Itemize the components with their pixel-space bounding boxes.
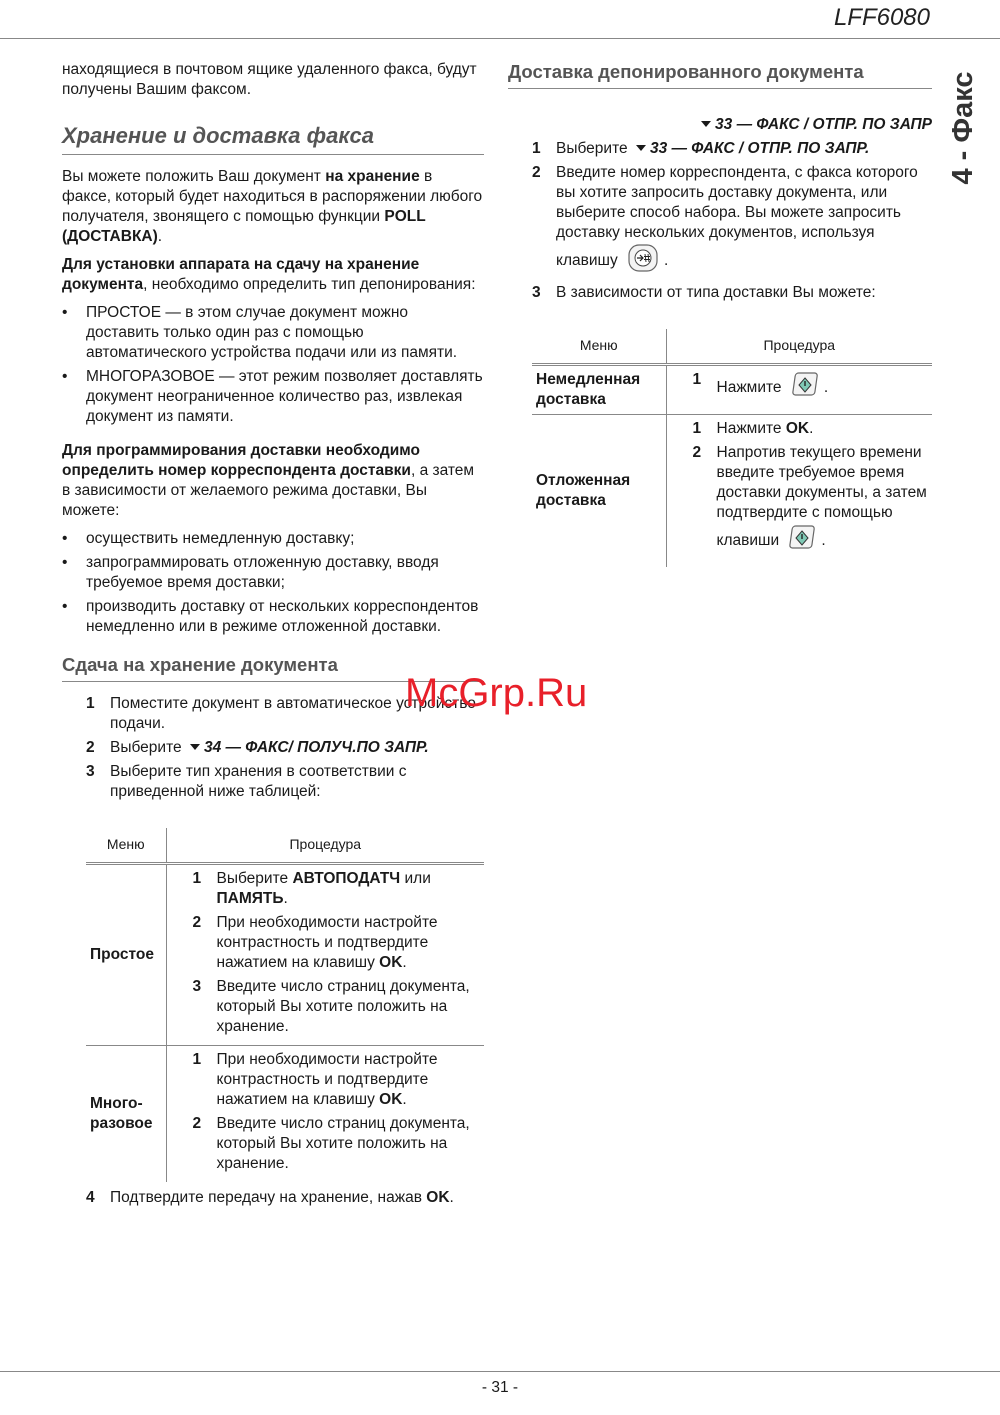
table-header-procedure: Процедура xyxy=(166,828,484,864)
table-header-menu: Меню xyxy=(86,828,166,864)
down-arrow-icon xyxy=(190,744,200,750)
delivery-steps xyxy=(532,139,932,303)
proc-step: 2 Напротив текущего времени введите требуемое время доставки документы, а затем подтвердите с помощью клавиши . xyxy=(691,443,929,559)
header-model: LFF6080 xyxy=(833,4,930,31)
section-title-deposit: Сдача на хранение документа xyxy=(62,653,484,682)
section-title-delivery: Доставка депонированного документа xyxy=(508,60,932,89)
table-header-procedure: Процедура xyxy=(666,329,932,365)
step-item: 1 Поместите документ в автоматическое устройство подачи. xyxy=(86,695,476,732)
storage-paragraph: Вы можете положить Ваш документ на хранение в факсе, который будет находиться в распоряжении любого получателя, звонящего с помощью функции POLL (ДОСТАВКА). xyxy=(62,168,483,245)
menu-simple: Простое xyxy=(86,864,166,1046)
menu-path-line: 33 — ФАКС / ОТПР. ПО ЗАПР xyxy=(508,115,932,135)
proc-step: 1 Нажмите OK. xyxy=(692,420,814,437)
footer-rule xyxy=(0,1371,1000,1372)
start-key-icon xyxy=(787,523,817,559)
step-item: 1 Выберите 33 — ФАКС / ОТПР. ПО ЗАПР. xyxy=(532,140,870,157)
chapter-tab xyxy=(935,66,991,190)
deposit-table xyxy=(86,828,484,1182)
start-key-icon xyxy=(790,370,820,406)
table-row xyxy=(86,1046,484,1183)
step-item: 2 Выберите 34 — ФАКС/ ПОЛУЧ.ПО ЗАПР. xyxy=(86,739,429,756)
list-item: • производить доставку от нескольких корреспондентов немедленно или в режиме отложенной доставки. xyxy=(62,597,484,637)
list-item: • МНОГОРАЗОВОЕ — этот режим позволяет доставлять документ неограниченное количество раз, извлекая документ из памяти. xyxy=(62,367,484,427)
step-item: 3 Выберите тип хранения в соответствии с приведенной ниже таблицей: xyxy=(86,763,407,800)
down-arrow-icon xyxy=(701,121,711,127)
menu-multiple: Много-разовое xyxy=(86,1046,166,1183)
step-item: 3 В зависимости от типа доставки Вы можете: xyxy=(532,284,876,301)
delivery-table xyxy=(532,329,932,567)
proc-step: 1 Нажмите . xyxy=(691,370,929,406)
left-column xyxy=(62,60,484,1212)
page-number: - 31 - xyxy=(481,1379,519,1396)
table-row xyxy=(532,415,932,568)
multi-address-key-icon xyxy=(626,243,660,279)
deposit-steps-final xyxy=(86,1188,484,1208)
list-item: • ПРОСТОЕ — в этом случае документ можно доставить только один раз с помощью автоматического устройства подачи или из памяти. xyxy=(62,303,484,363)
proc-step: 2 При необходимости настройте контрастность и подтвердите нажатием на клавишу OK. xyxy=(192,914,438,971)
proc-step: 1 При необходимости настройте контрастность и подтвердите нажатием на клавишу OK. xyxy=(192,1051,438,1108)
menu-immediate: Немедленная доставка xyxy=(532,365,666,415)
header-rule xyxy=(0,38,1000,39)
proc-step: 3 Введите число страниц документа, который Вы хотите положить на хранение. xyxy=(192,978,470,1035)
down-arrow-icon xyxy=(636,145,646,151)
chapter-tab-label: 4 - Факс xyxy=(947,71,979,185)
list-item: • осуществить немедленную доставку; xyxy=(62,529,484,549)
list-item: • запрограммировать отложенную доставку, вводя требуемое время доставки; xyxy=(62,553,484,593)
deposit-type-list xyxy=(62,303,484,427)
table-row xyxy=(532,365,932,415)
section-title-storage: Хранение и доставка факса xyxy=(62,122,484,155)
proc-step: 2 Введите число страниц документа, который Вы хотите положить на хранение. xyxy=(192,1115,470,1172)
delivery-options-list xyxy=(62,529,484,637)
delivery-table-wrap xyxy=(532,329,932,567)
watermark: McGrp.Ru xyxy=(405,671,588,715)
table-row xyxy=(86,864,484,1046)
program-paragraph: Для программирования доставки необходимо определить номер корреспондента доставки, а затем в зависимости от желаемого режима доставки, Вы можете: xyxy=(62,442,475,519)
menu-delayed: Отложенная доставка xyxy=(532,415,666,568)
deposit-table-wrap xyxy=(86,828,484,1182)
proc-step: 1 Выберите АВТОПОДАТЧ или ПАМЯТЬ. xyxy=(192,870,431,907)
step-item: 2 Введите номер корреспондента, с факса которого вы хотите запросить доставку документа, или выберите способ набора. Вы можете запросить доставку нескольких документов, используя клавишу . xyxy=(532,163,932,279)
setup-paragraph: Для установки аппарата на сдачу на хранение документа, необходимо определить тип депонирования: xyxy=(62,256,476,293)
intro-text: находящиеся в почтовом ящике удаленного факса, будут получены Вашим факсом. xyxy=(62,61,477,98)
step-item: 4 Подтвердите передачу на хранение, нажав OK. xyxy=(86,1189,454,1206)
right-column xyxy=(508,60,932,567)
table-header-menu: Меню xyxy=(532,329,666,365)
